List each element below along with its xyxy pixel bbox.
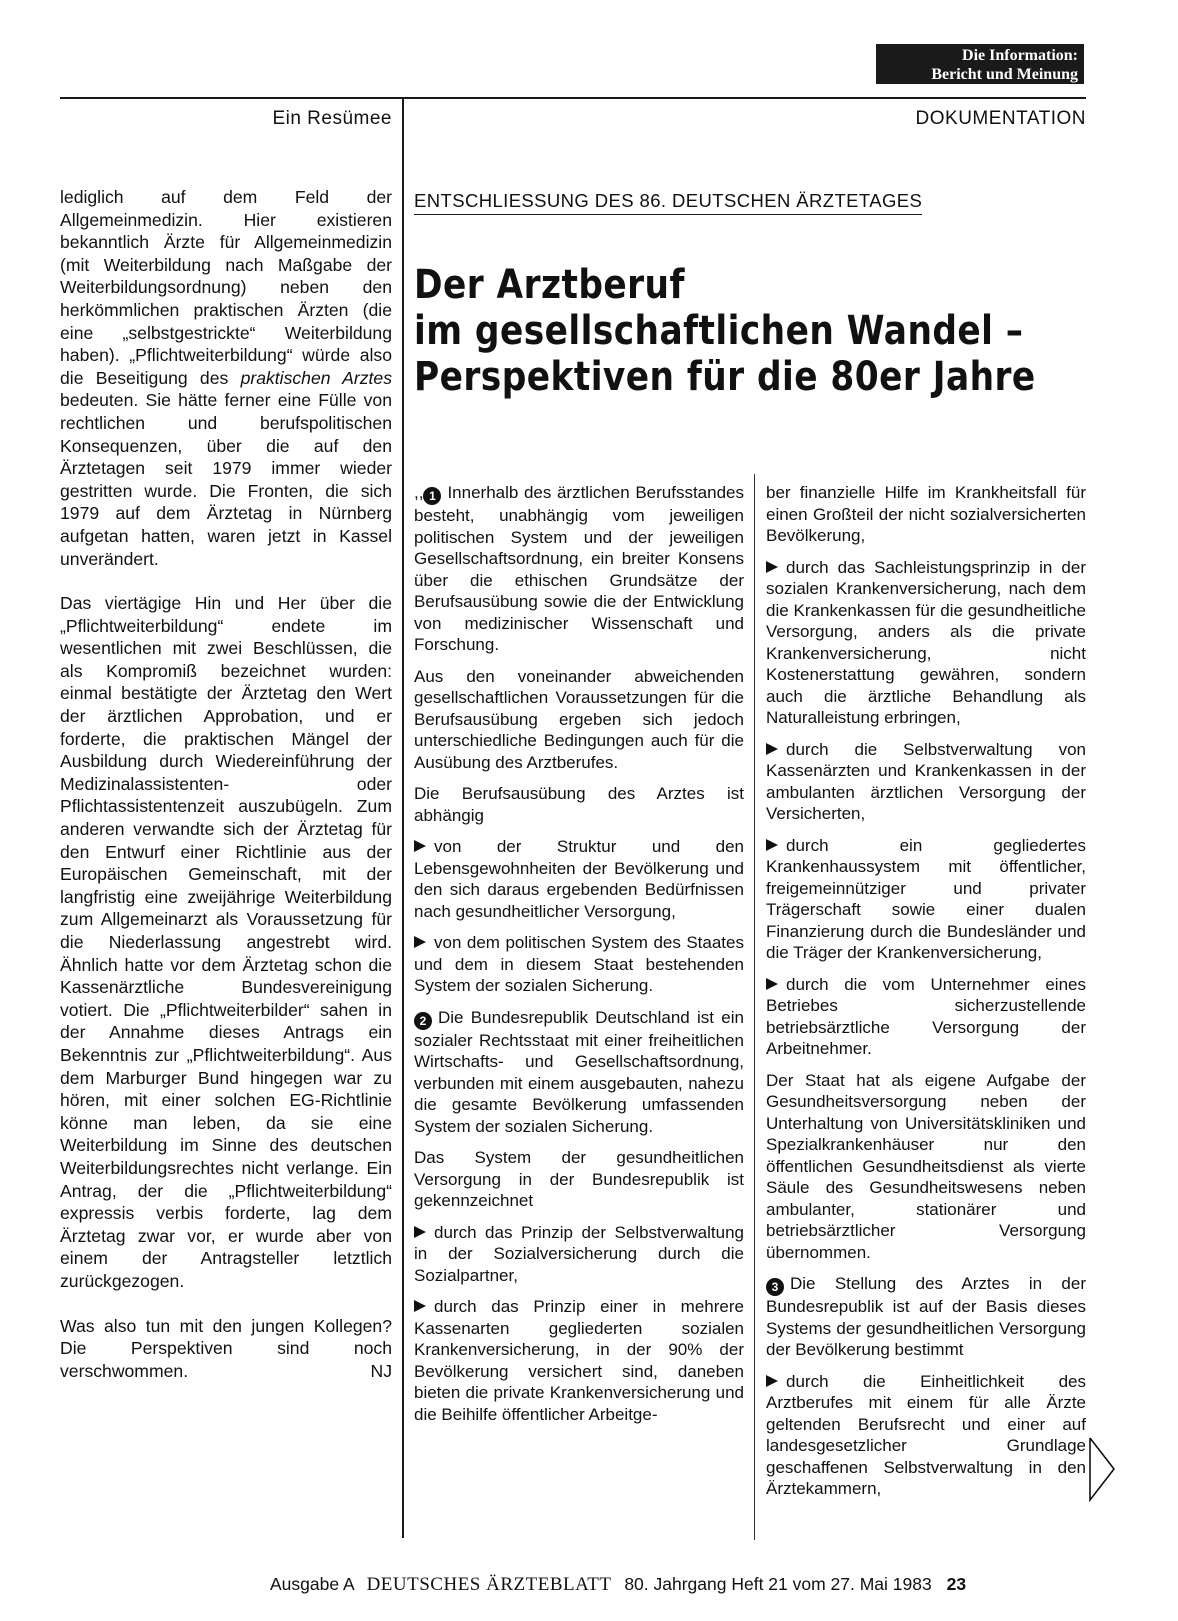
bullet-item bbox=[414, 1296, 744, 1425]
bullet-item bbox=[414, 1222, 744, 1287]
headline-line-2: im gesellschaftlichen Wandel – bbox=[414, 308, 1024, 354]
bullet-triangle-icon bbox=[766, 839, 778, 851]
bullet-item bbox=[766, 557, 1086, 729]
column-divider bbox=[402, 97, 404, 1538]
section-label-right: DOKUMENTATION bbox=[915, 108, 1086, 129]
bullet-text: durch das Sachleistungsprinzip in der sozialen Krankenversicherung, nach dem die Krankenkassen für die gesundheitliche Versorgung, anders als die private Krankenversicherung, nicht Kostenerstattung gewähren, sondern auch die ärztliche Behandlung als Naturalleistung erbringen, bbox=[766, 557, 1086, 727]
headline-line-3: Perspektiven für die 80er Jahre bbox=[414, 354, 1036, 400]
bullet-item bbox=[766, 974, 1086, 1060]
bullet-text: durch die vom Unternehmer eines Betriebes sicherzustellende betriebsärztliche Versorgung der Arbeitnehmer. bbox=[766, 974, 1086, 1058]
bullet-triangle-icon bbox=[414, 1226, 426, 1238]
left-p1-text: lediglich auf dem Feld der Allgemeinmedizin. Hier existieren bekanntlich Ärzte für Allgemeinmedizin (mit Weiterbildung nach Maßgabe der Weiterbildungsordnung) neben den herkömmlichen praktischen Ärzten (die eine „selbstgestrickte“ Weiterbildung haben). „Pflichtweiterbildung“ würde also die Beseitigung des bbox=[60, 187, 392, 388]
article-column-divider bbox=[754, 474, 755, 1540]
number-1-icon: 1 bbox=[423, 487, 441, 505]
bullet-text: durch das Prinzip der Selbstverwaltung in der Sozialversicherung durch die Sozialpartner, bbox=[414, 1222, 744, 1285]
bullet-text: von dem politischen System des Staates und dem in diesem Staat bestehenden System der sozialen Sicherung. bbox=[414, 933, 744, 995]
article-column-1 bbox=[414, 482, 744, 1435]
left-paragraph-1 bbox=[60, 186, 392, 570]
number-3-icon: 3 bbox=[766, 1278, 784, 1296]
bullet-item bbox=[766, 739, 1086, 825]
number-2-icon: 2 bbox=[414, 1012, 432, 1030]
left-paragraph-3 bbox=[60, 1315, 392, 1383]
bullet-text: von der Struktur und den Lebensgewohnheiten der Bevölkerung und den sich daraus ergebenden Bedürfnissen nach gesundheitlicher Versorgung, bbox=[414, 837, 744, 921]
article-text: Die Stellung des Arztes in der Bundesrepublik ist auf der Basis dieses Systems der gesundheitlichen Versorgung der Bevölkerung bestimmt bbox=[766, 1274, 1086, 1359]
badge-line-1: Die Information: bbox=[962, 47, 1078, 64]
left-p3-text: Was also tun mit den jungen Kollegen? Die Perspektiven sind noch verschwommen. bbox=[60, 1315, 392, 1381]
bullet-text: durch die Selbstverwaltung von Kassenärzten und Krankenkassen in der ambulanten ärztlichen Versorgung der Versicherten, bbox=[766, 739, 1086, 823]
left-p1-end: bedeuten. Sie hätte ferner eine Fülle von rechtlichen und berufspolitischen Konsequenzen, über die auf den Ärztetagen seit 1979 immer wieder gestritten wurde. Die Fronten, die sich 1979 auf dem Ärztetag in Nürnberg aufgetan hatten, waren jetzt in Kassel unverändert. bbox=[60, 390, 392, 569]
article-paragraph: Der Staat hat als eigene Aufgabe der Gesundheitsversorgung neben der Unterhaltung von Universitätskliniken und Spezialkrankenhäuser nur den öffentlichen Gesundheitsdienst als vierte Säule des Gesundheitswesens neben ambulanter, stationärer und betriebsärztlicher Versorgung übernommen. bbox=[766, 1070, 1086, 1262]
article-paragraph bbox=[414, 482, 744, 656]
bullet-item bbox=[414, 836, 744, 922]
continue-arrow-icon bbox=[1088, 1436, 1116, 1507]
bullet-item bbox=[766, 835, 1086, 964]
article-text: Innerhalb des ärztlichen Berufsstandes besteht, unabhängig vom jeweiligen politischen System und der jeweiligen Gesellschaftsordnung, ein breiter Konsens über die ethischen Grundsätze der Berufsausübung sowie die der Entwicklung von medizinischer Wissenschaft und Forschung. bbox=[414, 483, 744, 654]
footer-magazine: DEUTSCHES ÄRZTEBLATT bbox=[366, 1574, 612, 1595]
article-headline bbox=[414, 262, 1036, 400]
bullet-triangle-icon bbox=[414, 840, 426, 852]
bullet-text: durch ein gegliedertes Krankenhaussystem mit öffentlicher, freigemeinnütziger und privater Trägerschaft sowie einer dualen Finanzierung durch die Bundesländer und die Träger der Krankenversicherung, bbox=[766, 835, 1086, 962]
article-kicker: ENTSCHLIESSUNG DES 86. DEUTSCHEN ÄRZTETAGES bbox=[414, 190, 922, 215]
article-paragraph: Die Berufsausübung des Arztes ist abhängig bbox=[414, 784, 744, 825]
article-text: Die Bundesrepublik Deutschland ist ein sozialer Rechtsstaat mit einer freiheitlichen Wirtschafts- und Gesellschaftsordnung, verbunden mit einem ausgebauten, nahezu die gesamte Bevölkerung umfassenden System der sozialen Sicherung. bbox=[414, 1007, 744, 1136]
bullet-triangle-icon bbox=[414, 936, 426, 948]
page-number: 23 bbox=[946, 1574, 967, 1594]
bullet-triangle-icon bbox=[766, 1375, 778, 1387]
bullet-item bbox=[414, 932, 744, 997]
header-rule bbox=[60, 97, 1086, 99]
badge-line-2: Bericht und Meinung bbox=[931, 66, 1078, 83]
bullet-triangle-icon bbox=[766, 561, 778, 573]
article-paragraph: ber finanzielle Hilfe im Krankheitsfall für einen Großteil der nicht sozialversicherten Bevölkerung, bbox=[766, 483, 1086, 545]
article-paragraph: Aus den voneinander abweichenden gesellschaftlichen Voraussetzungen für die Berufsausübung ergeben sich jedoch unterschiedliche Bedingungen auch für die Ausübung des Arztberufes. bbox=[414, 666, 744, 772]
article-paragraph: Das System der gesundheitlichen Versorgung in der Bundesrepublik ist gekennzeichnet bbox=[414, 1148, 744, 1210]
quote-mark: ,, bbox=[414, 483, 424, 502]
bullet-triangle-icon bbox=[414, 1300, 426, 1312]
page-footer bbox=[270, 1574, 966, 1596]
left-p1-italic: praktischen Arztes bbox=[240, 367, 392, 388]
section-label-left: Ein Resümee bbox=[272, 108, 392, 129]
article-paragraph bbox=[414, 1007, 744, 1138]
bullet-triangle-icon bbox=[766, 743, 778, 755]
left-column bbox=[60, 186, 392, 1404]
author-signature: NJ bbox=[370, 1360, 392, 1381]
footer-issue: 80. Jahrgang Heft 21 vom 27. Mai 1983 bbox=[624, 1574, 932, 1594]
bullet-triangle-icon bbox=[766, 978, 778, 990]
headline-line-1: Der Arztberuf bbox=[414, 262, 685, 308]
bullet-text: durch das Prinzip einer in mehrere Kassenarten gegliederten sozialen Krankenversicherung, in der 90% der Bevölkerung versichert sind, daneben bieten die private Krankenversicherung und die Beihilfe öffentlicher Arbeitge- bbox=[414, 1297, 744, 1424]
article-column-2 bbox=[766, 482, 1086, 1510]
bullet-text: durch die Einheitlichkeit des Arztberufes mit einem für alle Ärzte geltenden Berufsrecht und einer auf landesgesetzlicher Grundlage geschaffenen Selbstverwaltung in den Ärztekammern, bbox=[766, 1371, 1086, 1498]
footer-edition: Ausgabe A bbox=[270, 1574, 354, 1594]
article-paragraph bbox=[766, 1273, 1086, 1361]
section-badge bbox=[876, 44, 1084, 84]
bullet-item bbox=[766, 1371, 1086, 1500]
left-paragraph-2: Das viertägige Hin und Her über die „Pflichtweiterbildung“ endete im wesentlichen mit zwei Beschlüssen, die als Kompromiß bezeichnet wurden: einmal bestätigte der Ärztetag den Wert der ärztlichen Approbation, und er forderte, die praktischen Mängel der Ausbildung durch Wiedereinführung der Medizinalassistenten- oder Pflichtassistentenzeit auszubügeln. Zum anderen verwandte sich der Ärztetag für den Entwurf einer Richtlinie aus der Europäischen Gemeinschaft, mit der langfristig eine zweijährige Weiterbildung zum Allgemeinarzt als Voraussetzung für die Niederlassung angestrebt wird. Ähnlich hatte vor dem Ärztetag schon die Kassenärztliche Bundesvereinigung votiert. Die „Pflichtweiterbilder“ sahen in der Annahme dieses Antrags ein Bekenntnis zur „Pflichtweiterbildung“. Aus dem Marburger Bund hingegen war zu hören, mit einer solchen EG-Richtlinie könne man leben, da sie eine Weiterbildung im Sinne des deutschen Weiterbildungsrechtes nicht verlange. Ein Antrag, der die „Pflichtweiterbildung“ expressis verbis forderte, lag dem Ärztetag zwar vor, er wurde aber von einem der Antragsteller letztlich zurückgezogen. bbox=[60, 593, 392, 1291]
